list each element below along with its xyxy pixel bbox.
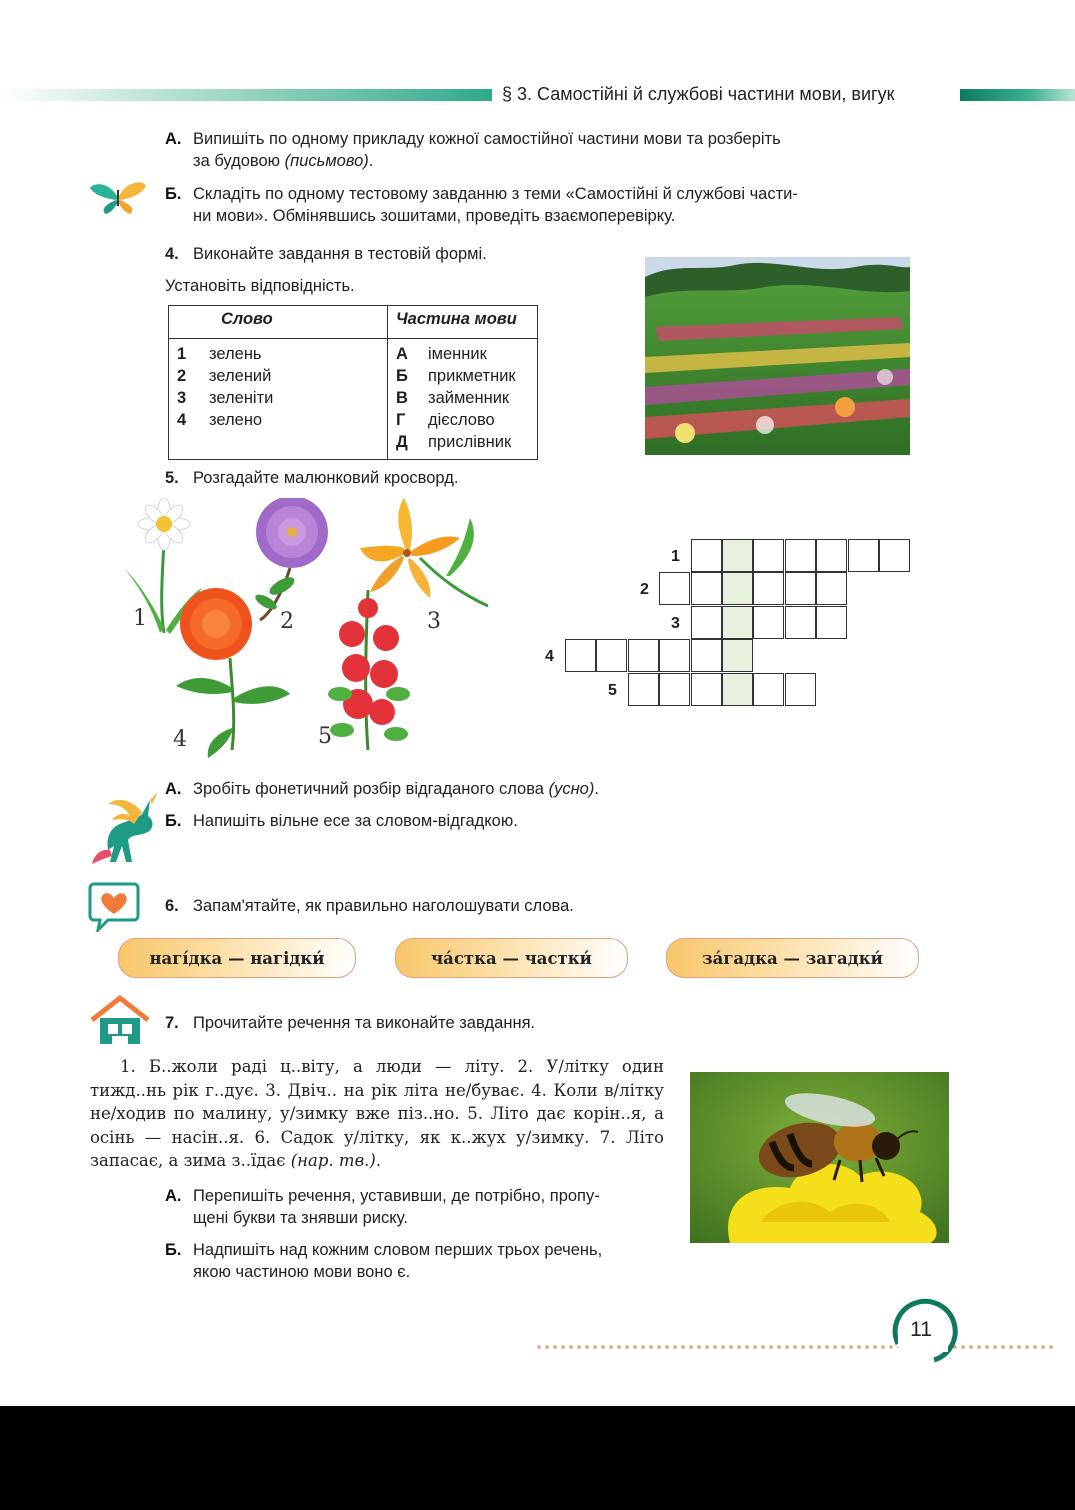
crossword-cell [722, 673, 753, 706]
task6-text: Запам'ятайте, як правильно наголошувати слова. [193, 897, 574, 915]
crossword-cell [816, 572, 847, 605]
word-row [169, 409, 387, 431]
flower-number-2: 2 [280, 609, 294, 634]
butterfly-icon [88, 178, 148, 216]
task-a-end: . [368, 152, 374, 170]
part-text: іменник [428, 345, 487, 363]
crossword-cell [691, 673, 722, 706]
task5-a-note: (усно) [548, 780, 595, 798]
crossword-cell [596, 639, 627, 672]
task-b-label: Б. [165, 185, 182, 203]
task6-number: 6. [165, 897, 179, 915]
unicorn-icon [88, 790, 160, 866]
sentences-text: 1. Б..жоли раді ц..віту, а люди — літу. 2. У/літку один тижд..нь рік г..дує. 3. Двіч.. на рік літа не/буває. 4. Коли в/літку не/ходив по малину, у/зимку вже піз..но. 5. Літо дає корін..я, а осінь — насін..я. 6. Садок у/літку, як к..жух у/зимку. 7. Літо запасає, а зима з..їдає [90, 1057, 664, 1171]
crossword-number-2: 2 [640, 581, 649, 598]
parts-cell [388, 339, 538, 460]
task7-a-text-cont: щені букви та знявши риску. [193, 1209, 408, 1227]
crossword-cell [753, 539, 784, 572]
part-text: прислівник [428, 433, 512, 451]
task5-a-label: А. [165, 780, 182, 798]
word-row [169, 365, 387, 387]
task-b-text: Складіть по одному тестовому завданню з теми «Самостійні й службові части- [193, 185, 798, 203]
part-row [388, 387, 537, 409]
task6-heading [165, 895, 574, 917]
task4-number: 4. [165, 245, 179, 263]
words-cell [169, 339, 388, 460]
crossword-cell [565, 639, 596, 672]
task5-b-label: Б. [165, 812, 182, 830]
part-row [388, 365, 537, 387]
stress-pill-2: ча́стка — частки́ [395, 938, 628, 978]
task7-sentences [90, 1055, 664, 1173]
sentences-end: . [375, 1151, 382, 1171]
task5-number: 5. [165, 469, 179, 487]
task-a-note: (письмово) [284, 152, 369, 170]
crossword-cell [722, 539, 753, 572]
word-text: зеленіти [209, 389, 274, 407]
crossword-cell [659, 572, 690, 605]
task5-a-block [165, 778, 905, 800]
crossword-cell [753, 572, 784, 605]
task-a-label: А. [165, 130, 182, 148]
part-row [388, 409, 537, 431]
page-number: 11 [910, 1318, 932, 1341]
crossword-cell [753, 606, 784, 639]
col-header-part: Частина мови [388, 306, 538, 339]
word-number: 4 [177, 411, 187, 429]
word-number: 2 [177, 367, 187, 385]
word-number: 3 [177, 389, 187, 407]
crossword-number-3: 3 [671, 615, 680, 632]
task7-a-block [165, 1185, 675, 1229]
flower-number-3: 3 [427, 609, 441, 634]
task-a-block [165, 128, 905, 172]
word-number: 1 [177, 345, 187, 363]
task7-b-block [165, 1239, 675, 1283]
crossword-cell [659, 673, 690, 706]
crossword-cell [691, 639, 722, 672]
flower-number-5: 5 [318, 724, 332, 749]
crossword-cell [816, 606, 847, 639]
col-header-word: Слово [169, 306, 388, 339]
task5-heading [165, 467, 458, 489]
word-row [169, 343, 387, 365]
task4-text: Виконайте завдання в тестовій формі. [193, 245, 487, 263]
flower-number-4: 4 [173, 727, 187, 752]
crossword-cell [722, 606, 753, 639]
task7-b-text-cont: якою частиною мови воно є. [193, 1263, 411, 1281]
task-a-text-cont: за будовою [193, 152, 281, 170]
task-a-text: Випишіть по одному прикладу кожної самостійної частини мови та розберіть [193, 130, 781, 148]
crossword-cell [659, 639, 690, 672]
sentences-source: (нар. тв.) [290, 1151, 376, 1171]
bottom-black-band [0, 1406, 1075, 1510]
crossword-number-4: 4 [545, 648, 554, 665]
crossword-cell [628, 639, 659, 672]
crossword-cell [691, 572, 722, 605]
bee-photo [690, 1072, 949, 1243]
part-row [388, 431, 537, 453]
crossword-cell [628, 673, 659, 706]
part-row [388, 343, 537, 365]
crossword-cell [691, 606, 722, 639]
task-b-block [165, 183, 905, 227]
task-b-text-cont: ни мови». Обмінявшись зошитами, проведіть взаємоперевірку. [193, 207, 676, 225]
task7-a-text: Перепишіть речення, уставивши, де потрібно, пропу- [193, 1187, 600, 1205]
part-text: дієслово [428, 411, 495, 429]
task5-text: Розгадайте малюнковий кросворд. [193, 469, 459, 487]
word-text: зелено [209, 411, 263, 429]
crossword-cell [785, 606, 816, 639]
crossword-grid [0, 0, 1075, 1]
part-letter: Д [396, 433, 408, 451]
part-letter: Г [396, 411, 406, 429]
part-letter: В [396, 389, 408, 407]
header-bar-left [0, 89, 492, 101]
house-icon [88, 994, 152, 1046]
crossword-cell [785, 673, 816, 706]
flower-number-1: 1 [133, 606, 147, 631]
task7-b-label: Б. [165, 1241, 182, 1259]
word-row [169, 387, 387, 409]
part-text: прикметник [428, 367, 516, 385]
task5-a-end: . [594, 780, 599, 798]
crossword-number-1: 1 [671, 548, 680, 565]
task7-heading [165, 1012, 535, 1034]
part-letter: Б [396, 367, 408, 385]
section-title: § 3. Самостійні й службові частини мови, вигук [502, 84, 895, 104]
crossword-cell [879, 539, 910, 572]
crossword-cell [691, 539, 722, 572]
crossword-cell [785, 572, 816, 605]
task4-heading [165, 243, 487, 265]
crossword-cell [722, 572, 753, 605]
header-bar-right [960, 89, 1075, 101]
footer-dots [535, 1345, 1055, 1349]
task7-number: 7. [165, 1014, 179, 1032]
heart-chat-icon [88, 882, 140, 932]
part-letter: А [396, 345, 408, 363]
task5-a-text: Зробіть фонетичний розбір відгаданого слова [193, 780, 544, 798]
crossword-cell [848, 539, 879, 572]
word-text: зелень [209, 345, 262, 363]
part-text: займенник [428, 389, 510, 407]
matching-table [168, 305, 538, 460]
stress-pill-3: за́гадка — загадки́ [666, 938, 919, 978]
task5-b-text: Напишіть вільне есе за словом-відгадкою. [193, 812, 518, 830]
task7-text: Прочитайте речення та виконайте завдання. [193, 1014, 536, 1032]
task4-subtitle: Установіть відповідність. [165, 277, 355, 295]
garden-photo [645, 257, 910, 455]
crossword-cell [722, 639, 753, 672]
crossword-number-5: 5 [608, 682, 617, 699]
crossword-cell [753, 673, 784, 706]
crossword-cell [816, 539, 847, 572]
task5-b-block [165, 810, 905, 832]
task7-a-label: А. [165, 1187, 182, 1205]
word-text: зелений [209, 367, 272, 385]
stress-pill-1: нагі́дка — нагідки́ [118, 938, 356, 978]
task7-b-text: Надпишіть над кожним словом перших трьох речень, [193, 1241, 603, 1259]
crossword-cell [785, 539, 816, 572]
